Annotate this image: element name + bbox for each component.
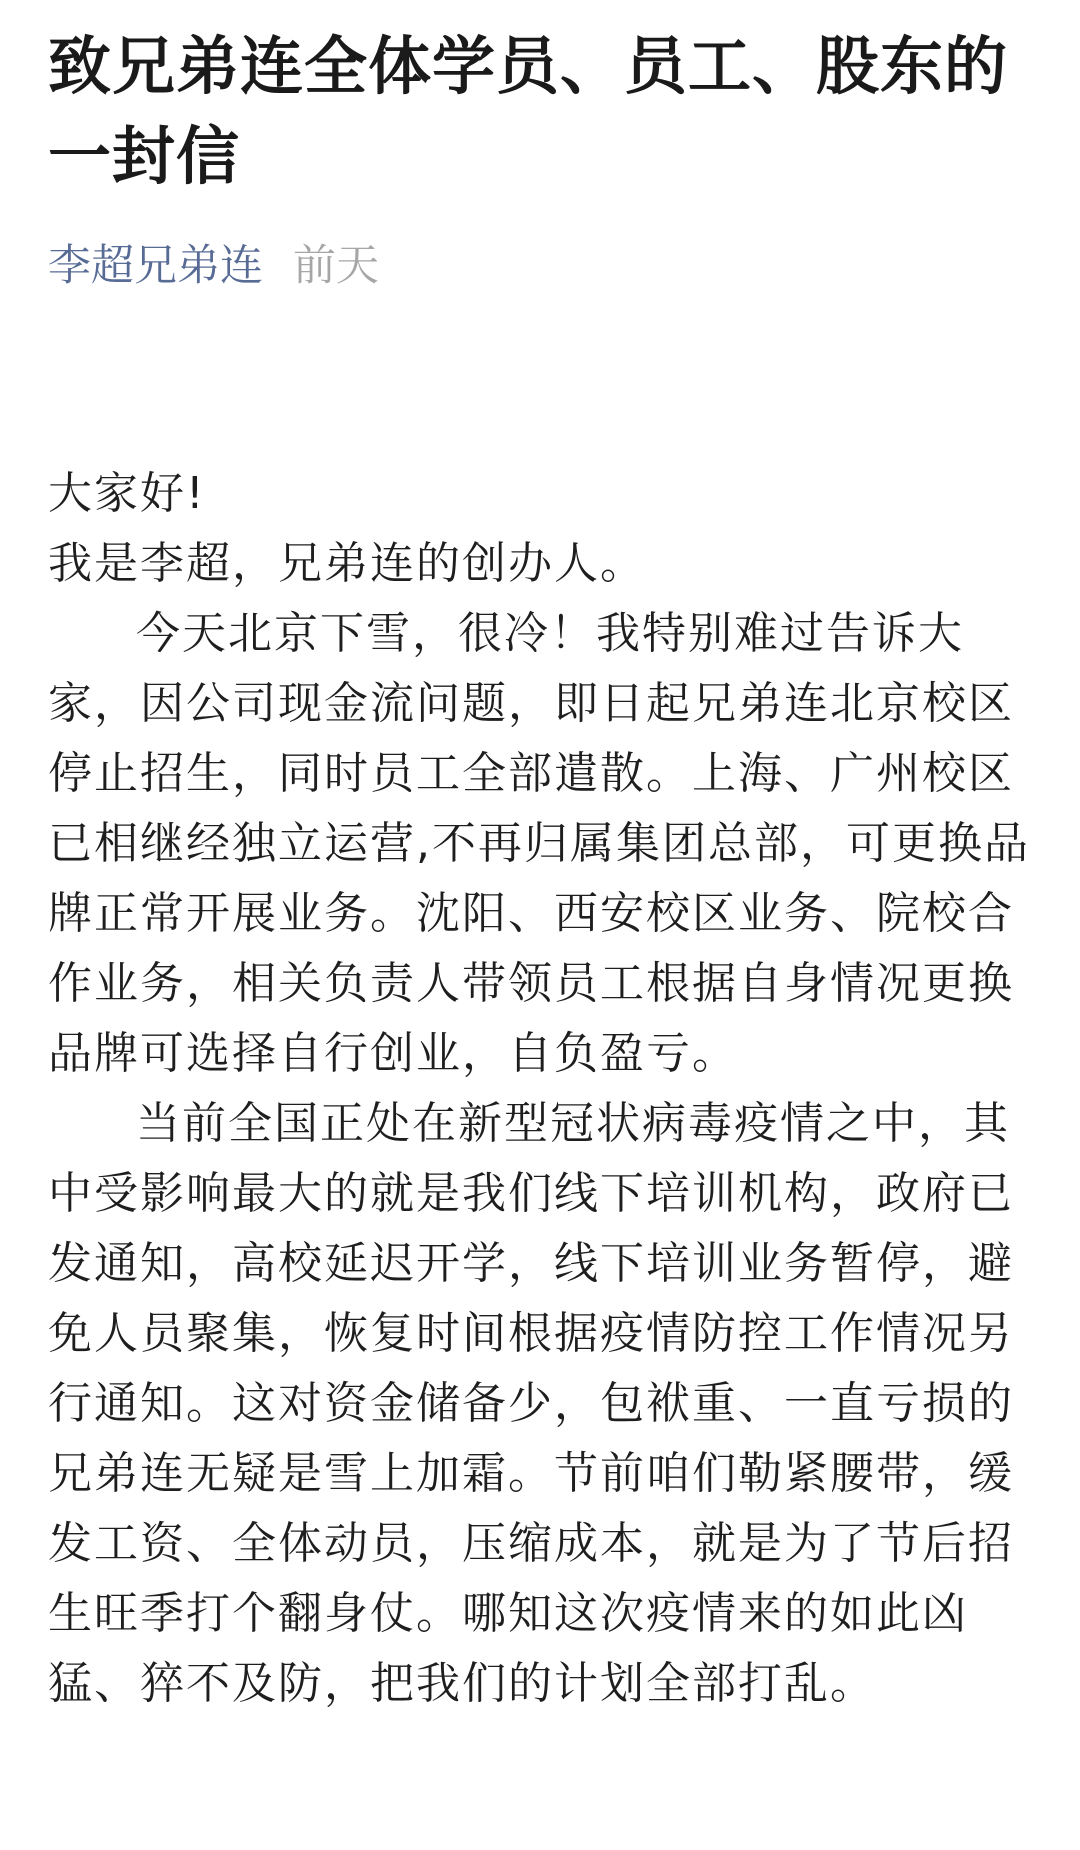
author-link[interactable]: 李超兄弟连 (48, 241, 263, 291)
article-meta (48, 236, 1033, 296)
body-paragraph: 今天北京下雪，很冷！我特别难过告诉大家，因公司现金流问题，即日起兄弟连北京校区停止招生，同时员工全部遣散。上海、广州校区已相继经独立运营,不再归属集团总部，可更换品牌正常开展业务。沈阳、西安校区业务、院校合作业务，相关负责人带领员工根据自身情况更换品牌可选择自行创业，自负盈亏。 (48, 608, 1030, 1079)
intro-paragraph: 我是李超，兄弟连的创办人。 (48, 538, 646, 589)
article-title: 致兄弟连全体学员、员工、股东的一封信 (48, 30, 1008, 193)
article-body (48, 459, 1033, 1719)
publish-date: 前天 (293, 241, 379, 291)
body-paragraph: 当前全国正处在新型冠状病毒疫情之中，其中受影响最大的就是我们线下培训机构，政府已发通知，高校延迟开学，线下培训业务暂停，避免人员聚集，恢复时间根据疫情防控工作情况另行通知。这对资金储备少，包袱重、一直亏损的兄弟连无疑是雪上加霜。节前咱们勒紧腰带，缓发工资、全体动员，压缩成本，就是为了节后招生旺季打个翻身仗。哪知这次疫情来的如此凶猛、猝不及防，把我们的计划全部打乱。 (48, 1098, 1014, 1709)
greeting-paragraph: 大家好! (48, 468, 206, 519)
